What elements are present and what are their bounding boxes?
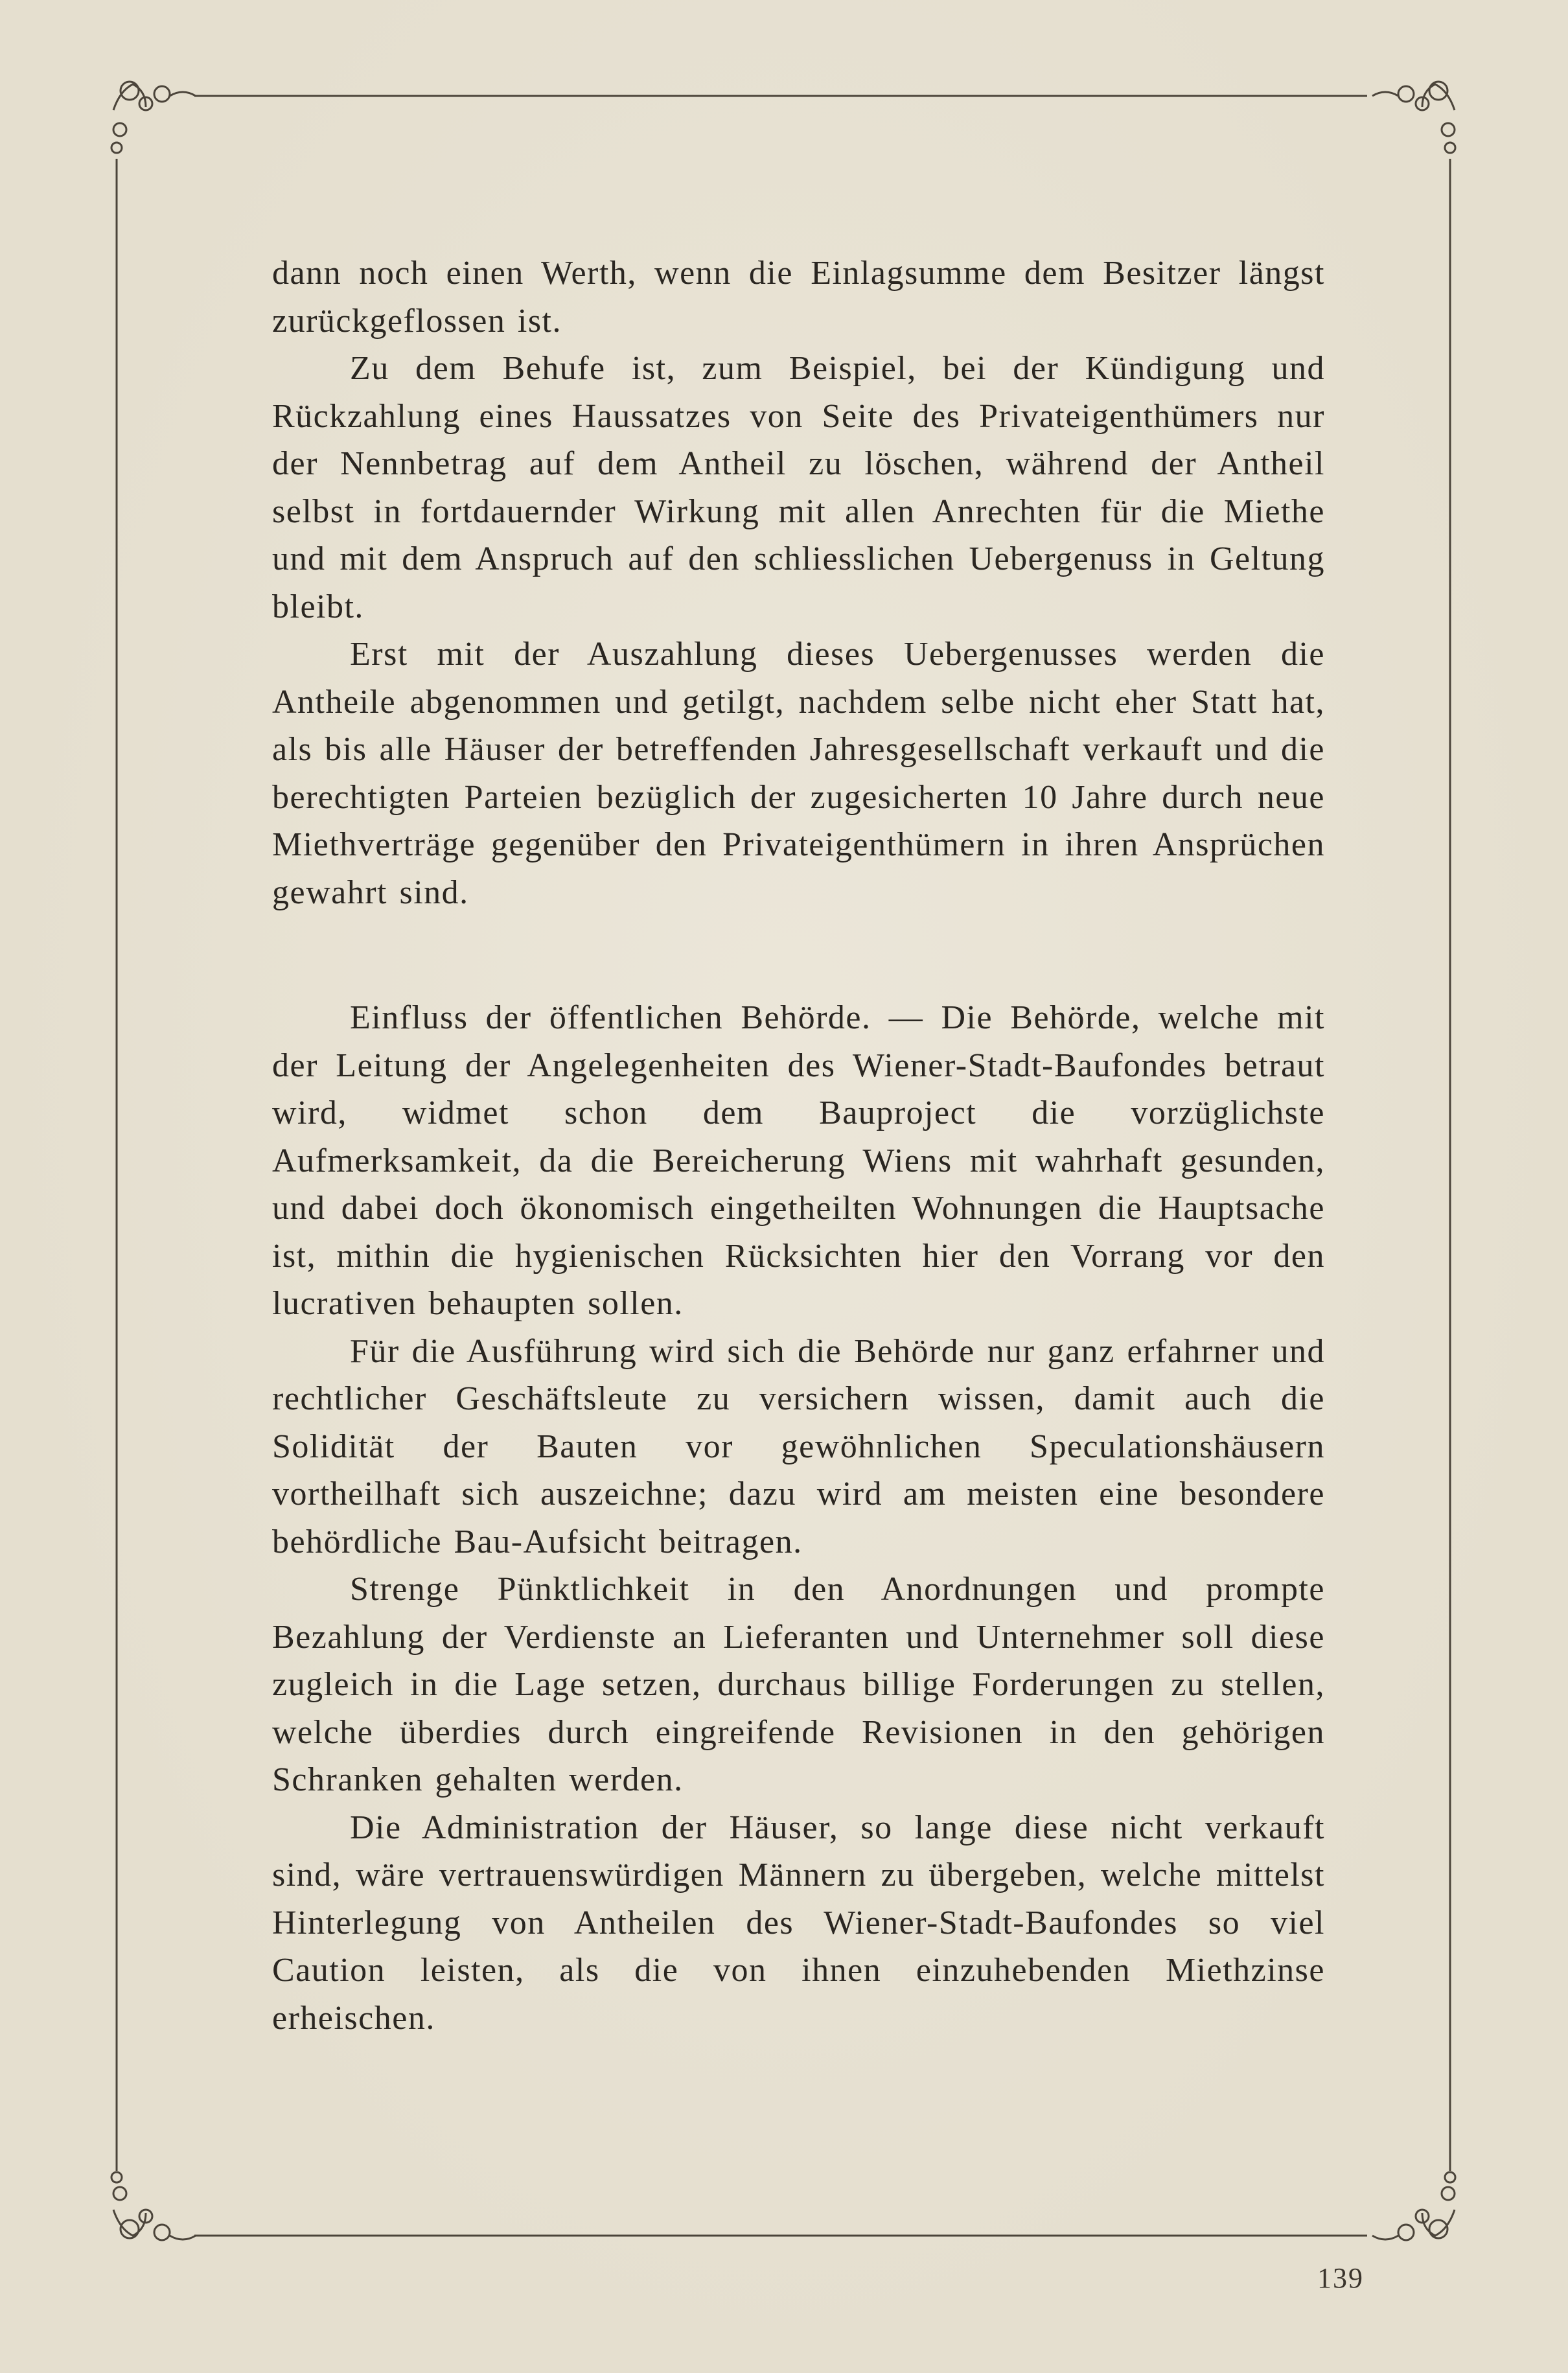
paragraph-administration: Die Administration der Häuser, so lange diese nicht verkauft sind, wäre vertrauenswürdigen Männern zu übergeben, welche mittelst Hinterlegung von Antheilen des Wiener-Stadt-Baufondes so viel Caution leisten, als die von ihnen einzuhebenden Miethzinse erheischen. bbox=[272, 1809, 1325, 2037]
paragraph-puenktlichkeit: Strenge Pünktlichkeit in den Anordnungen und prompte Bezahlung der Verdienste an Lieferanten und Unternehmer soll diese zugleich in die Lage setzen, durchaus billige Forderungen zu stellen, welche überdies durch eingreifende Revisionen in den gehörigen Schranken gehalten werden. bbox=[272, 1571, 1325, 1798]
paragraph-einfluss-behoerde: Einfluss der öffentlichen Behörde. — Die Behörde, welche mit der Leitung der Angelegenheiten des Wiener-Stadt-Baufondes betraut wird, widmet schon dem Bauproject die vorzüglichste Aufmerksamkeit, da die Bereicherung Wiens mit wahrhaft gesunden, und dabei doch ökonomisch eingetheilten Wohnungen die Hauptsache ist, mithin die hygienischen Rücksichten hier den Vorrang vor den lucrativen behaupten sollen. bbox=[272, 999, 1325, 1322]
paragraph-ausfuehrung: Für die Ausführung wird sich die Behörde nur ganz erfahrner und rechtlicher Geschäftsleute zu versichern wissen, damit auch die Solidität der Bauten vor gewöhnlichen Speculationshäusern vortheilhaft sich auszeichne; dazu wird am meisten eine besondere behördliche Bau-Aufsicht beitragen. bbox=[272, 1332, 1325, 1560]
body-text bbox=[272, 249, 1325, 2042]
page-number: 139 bbox=[1317, 2262, 1364, 2294]
paragraph-auszahlung: Erst mit der Auszahlung dieses Uebergenusses werden die Antheile abgenommen und getilgt, nachdem selbe nicht eher Statt hat, als bis alle Häuser der betreffenden Jahresgesellschaft verkauft und die berechtigten Parteien bezüglich der zugesicherten 10 Jahre durch neue Miethverträge gegenüber den Privateigenthümern in ihren Ansprüchen gewahrt sind. bbox=[272, 636, 1325, 911]
corner-ornament-bottom-left bbox=[111, 2172, 196, 2240]
corner-ornament-bottom-right bbox=[1372, 2172, 1455, 2240]
corner-ornament-top-right bbox=[1372, 82, 1455, 153]
paragraph-behufe: Zu dem Behufe ist, zum Beispiel, bei der Kündigung und Rückzahlung eines Haussatzes von Seite des Privateigenthümers nur der Nennbetrag auf dem Antheil zu löschen, während der Antheil selbst in fortdauernder Wirkung mit allen Anrechten für die Miethe und mit dem Anspruch auf den schliesslichen Uebergenuss in Geltung bleibt. bbox=[272, 350, 1325, 625]
paragraph-continuation: dann noch einen Werth, wenn die Einlagsumme dem Besitzer längst zurückgeflossen ist. bbox=[272, 255, 1325, 340]
corner-ornament-top-left bbox=[111, 82, 196, 153]
